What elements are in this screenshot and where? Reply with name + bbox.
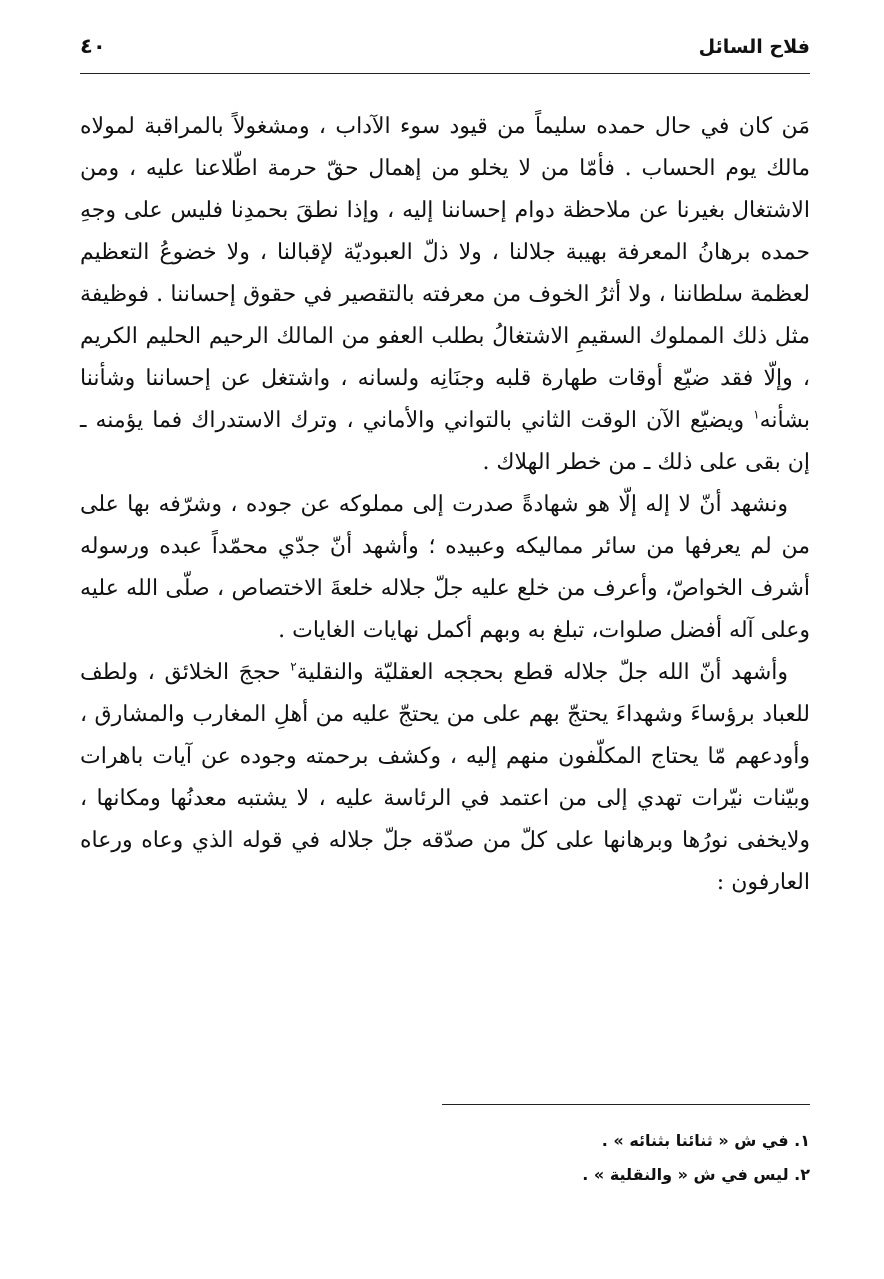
- paragraph-2: ونشهد أنّ لا إله إلّا هو شهادةً صدرت إلى مملوكه عن جوده ، وشرّفه بها على من لم يعرفها من سائر ممالیكه وعبيده ؛ وأشهد أنّ جدّي محمّداً عبده ورسوله أشرف الخواصّ، وأعرف من خلع عليه جلّ جلاله خلعةَ الاختصاص ، صلّى الله عليه وعلى آله أفضل صلوات، تبلغ به وبهم أكمل نهايات الغايات .: [80, 492, 810, 643]
- paragraph-1-text-b: ويضيّع الآن الوقت الثاني بالتواني والأماني ، وترك الاستدراك فما يؤمنه ـ إن بقى على ذلك ـ من خطر الهلاك .: [80, 408, 810, 475]
- paragraph-1: [80, 106, 810, 484]
- footnote-1: ١. في ش « ثنائنا بثنائه » .: [601, 1131, 810, 1150]
- paragraph-3-text-b: حججَ الخلائق ، ولطف للعباد برؤساءَ وشهداءَ يحتجّ بهم على من يحتجّ عليه من أهلِ المغارب والمشارق ، وأودعهم مّا يحتاج المكلّفون منهم إليه ، وكشف برحمته وجوده عن آيات باهرات وبيّنات نيّرات تهدي إلى من اعتمد في الرئاسة عليه ، لا يشتبه معدنُها ومكانها ، ولايخفى نورُها وبرهانها على كلّ من صدّقه جلّ جلاله في قوله الذي وعاه ورعاه العارفون :: [80, 660, 810, 895]
- running-title: فلاح السائل: [698, 36, 810, 58]
- paragraph-3-text-a: وأشهد أنّ الله جلّ جلاله قطع بحججه العقليّة والنقلية: [296, 660, 788, 685]
- footnotes: [80, 1124, 810, 1192]
- footnote-ref-2: ٢: [290, 659, 297, 674]
- page-number: ٤٠: [80, 34, 106, 58]
- footnote-ref-1: ١: [753, 407, 760, 422]
- running-header: [80, 30, 810, 70]
- footnote-2: ٢. ليس في ش « والنقلية » .: [582, 1165, 810, 1184]
- paragraph-1-text-a: مَن كان في حال حمده سليماً من قيود سوء الآداب ، ومشغولاً بالمراقبة لمولاه مالك يوم الحساب . فأمّا من لا يخلو من إهمال حقّ حرمة اطّلاعنا عليه ، ومن الاشتغال بغيرنا عن ملاحظة دوام إحساننا إليه ، وإذا نطقَ بحمدِنا فليس على وجهِ حمده برهانُ المعرفة بهيبة جلالنا ، ولا ذلّ العبوديّة لإقبالنا ، ولا خضوعُ التعظيم لعظمة سلطاننا ، ولا أثرُ الخوف من معرفته بالتقصير في حقوق إحساننا . فوظيفة مثل ذلك المملوك السقيمِ الاشتغالُ بطلب العفو من المالك الرحيم الحليم الكريم ، وإلّا فقد ضيّع أوقات طهارة قلبه وجنَانِه ولسانه ، واشتغل عن إحساننا وشأننا بشأنه: [80, 114, 810, 433]
- main-text: [80, 106, 810, 904]
- footnote-divider: [442, 1104, 810, 1105]
- paragraph-3: [80, 652, 810, 904]
- header-divider: [80, 73, 810, 74]
